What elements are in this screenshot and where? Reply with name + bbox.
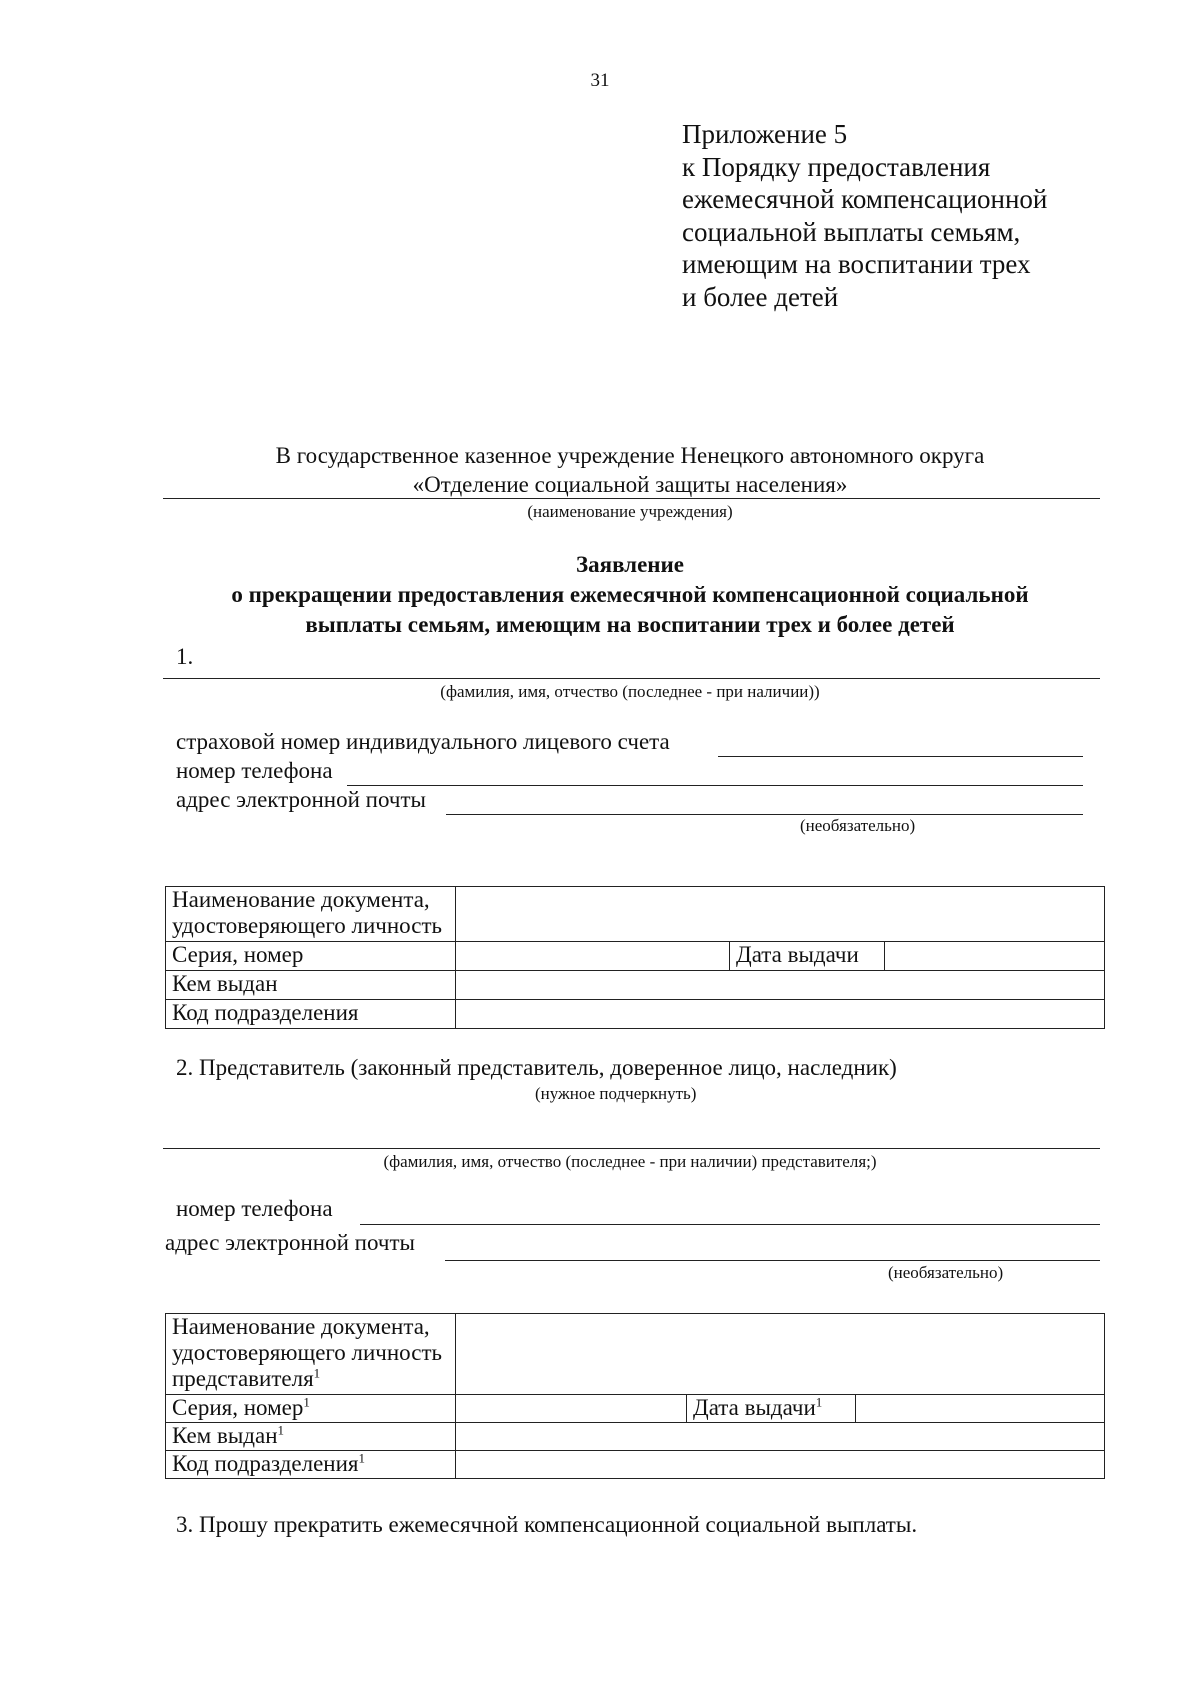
title-line3: выплаты семьям, имеющим на воспитании трех и более детей (305, 612, 955, 637)
email-optional-caption: (необязательно) (800, 816, 916, 835)
rep-phone-field[interactable] (360, 1224, 1100, 1225)
appendix-line: имеющим на воспитании трех (682, 249, 1031, 279)
rep-dept-code-field[interactable] (456, 1451, 1105, 1479)
section3-text: 3. Прошу прекратить ежемесячной компенсационной социальной выплаты. (176, 1512, 918, 1537)
section1-number: 1. (176, 644, 194, 669)
footnote-mark: 1 (313, 1365, 321, 1381)
representative-id-document-table (165, 1313, 1105, 1479)
footnote-mark: 1 (277, 1422, 285, 1438)
dept-code-label: Код подразделения (166, 1000, 456, 1029)
rep-email-field[interactable] (445, 1260, 1100, 1261)
doc-name-label: Наименование документа, удостоверяющего личность (166, 887, 456, 942)
rep-doc-name-label: Наименование документа, удостоверяющего личность представителя$^1$ (166, 1314, 456, 1395)
rep-date-label: Дата выдачи$^1$ (687, 1395, 856, 1423)
rep-email-label: адрес электронной почты (165, 1230, 415, 1255)
applicant-name-field[interactable] (163, 678, 1100, 679)
title-line1: Заявление (575, 552, 685, 577)
snils-label: страховой номер индивидуального лицевого счета (176, 729, 670, 754)
appendix-line: социальной выплаты семьям, (682, 216, 1021, 247)
addressee-line2: «Отделение социальной защиты населения» (412, 472, 848, 497)
appendix-line: Приложение 5 (682, 119, 848, 149)
representative-name-caption: (фамилия, имя, отчество (последнее - при наличии) представителя;) (383, 1152, 877, 1171)
addressee-caption: (наименование учреждения) (527, 502, 733, 521)
dept-code-field[interactable] (456, 1000, 1105, 1029)
rep-phone-label: номер телефона (176, 1196, 333, 1221)
rep-issued-by-label: Кем выдан$^1$ (166, 1423, 456, 1451)
addressee-field-line[interactable] (163, 498, 1100, 499)
rep-series-field[interactable] (456, 1395, 687, 1423)
rep-issued-by-field[interactable] (456, 1423, 1105, 1451)
series-label: Серия, номер (166, 942, 456, 971)
representative-name-field[interactable] (163, 1148, 1100, 1149)
appendix-line: к Порядку предоставления (682, 151, 991, 182)
series-field[interactable] (456, 942, 730, 971)
footnote-mark: 1 (815, 1394, 823, 1410)
date-field[interactable] (885, 942, 1105, 971)
issued-by-field[interactable] (456, 971, 1105, 1000)
footnote-mark: 1 (358, 1450, 366, 1466)
phone-field[interactable] (347, 785, 1083, 786)
doc-name-field[interactable] (456, 887, 1105, 942)
rep-doc-name-field[interactable] (456, 1314, 1105, 1395)
footnote-mark: 1 (303, 1394, 310, 1410)
rep-email-optional-caption: (необязательно) (888, 1263, 1004, 1282)
rep-dept-code-label: Код подразделения$^1$ (166, 1451, 456, 1479)
phone-label: номер телефона (176, 758, 333, 783)
rep-series-label: Серия, номер$^1$ (166, 1395, 456, 1423)
page-number: 31 (590, 70, 610, 91)
section2-heading: 2. Представитель (законный представитель, доверенное лицо, наследник) (176, 1055, 897, 1080)
applicant-name-caption: (фамилия, имя, отчество (последнее - при наличии)) (440, 682, 820, 701)
addressee-line1: В государственное казенное учреждение Ненецкого автономного округа (275, 443, 985, 468)
applicant-id-document-table (165, 886, 1105, 1029)
underline-hint: (нужное подчеркнуть) (535, 1084, 697, 1103)
issued-by-label: Кем выдан (166, 971, 456, 1000)
rep-date-field[interactable] (856, 1395, 1105, 1423)
snils-field[interactable] (718, 756, 1083, 757)
email-field[interactable] (446, 814, 1083, 815)
title-line2: о прекращении предоставления ежемесячной компенсационной социальной (231, 582, 1029, 607)
addressee (160, 441, 1100, 499)
email-label: адрес электронной почты (176, 787, 426, 812)
date-label: Дата выдачи (730, 942, 885, 971)
appendix-block (682, 118, 1142, 313)
document-title (160, 550, 1100, 640)
appendix-line: и более детей (682, 281, 839, 312)
appendix-line: ежемесячной компенсационной (682, 184, 1048, 214)
